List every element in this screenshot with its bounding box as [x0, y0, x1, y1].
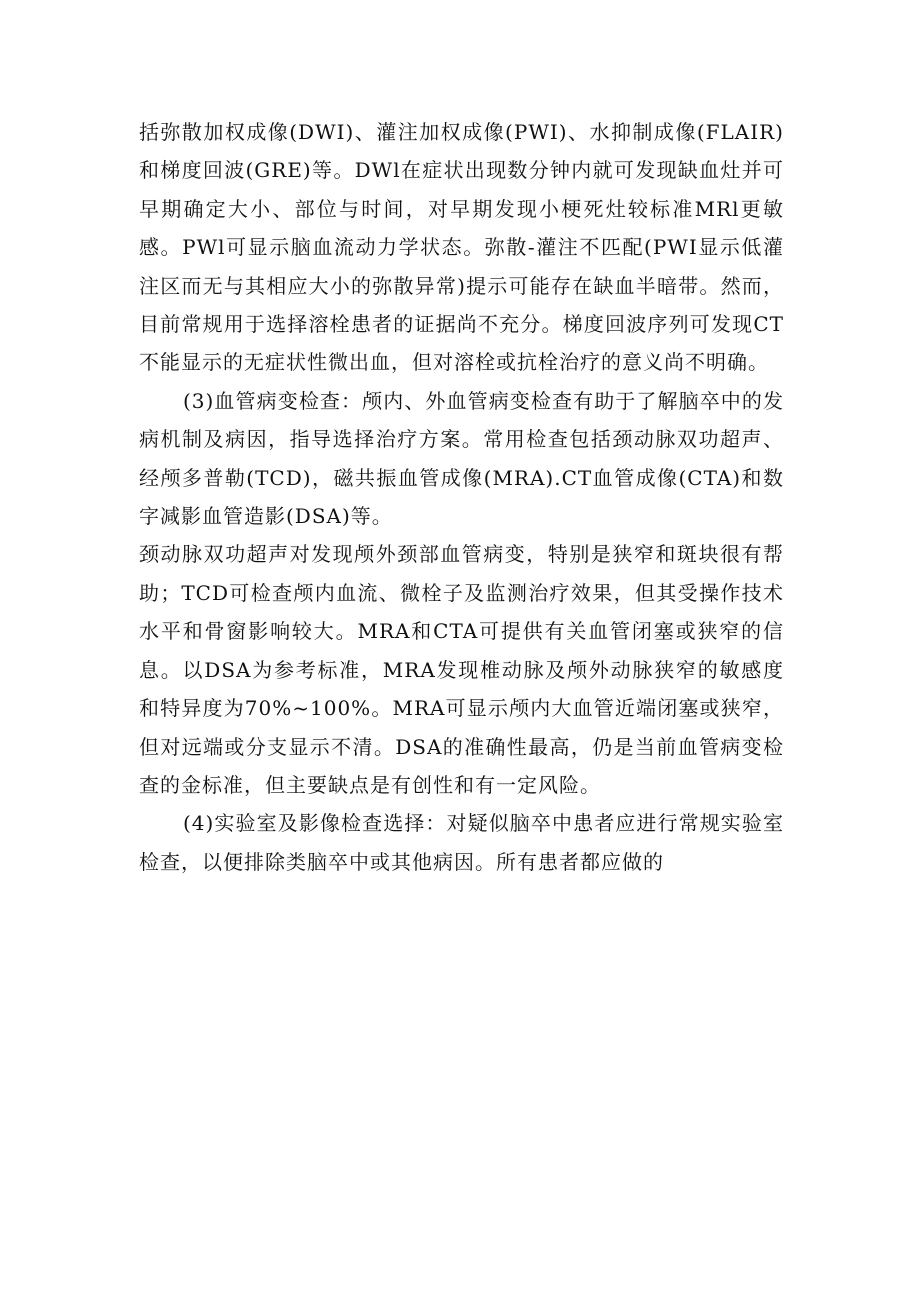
paragraph-mri-sequences: 括弥散加权成像(DWI)、灌注加权成像(PWI)、水抑制成像(FLAIR)和梯度回波(GRE)等。DWl在症状出现数分钟内就可发现缺血灶并可早期确定大小、部位与时间，对早期发现小梗死灶较标准MRl更敏感。PWl可显示脑血流动力学状态。弥散-灌注不匹配(PWI显示低灌注区而无与其相应大小的弥散异常)提示可能存在缺血半暗带。然而，目前常规用于选择溶栓患者的证据尚不充分。梯度回波序列可发现CT不能显示的无症状性微出血，但对溶栓或抗栓治疗的意义尚不明确。	[139, 120, 784, 375]
paragraph-carotid-ultrasound: 颈动脉双功超声对发现颅外颈部血管病变，特别是狭窄和斑块很有帮助；TCD可检查颅内血流、微栓子及监测治疗效果，但其受操作技术水平和骨窗影响较大。MRA和CTA可提供有关血管闭塞或狭窄的信息。以DSA为参考标准，MRA发现椎动脉及颅外动脉狭窄的敏感度和特异度为70%~100%。MRA可显示颅内大血管近端闭塞或狭窄，但对远端或分支显示不清。DSA的准确性最高，仍是当前血管病变检查的金标准，但主要缺点是有创性和有一定风险。	[139, 542, 784, 797]
paragraph-lab-imaging-selection: (4)实验室及影像检查选择：对疑似脑卒中患者应进行常规实验室检查，以便排除类脑卒中或其他病因。所有患者都应做的	[139, 811, 784, 874]
document-page	[139, 113, 784, 881]
paragraph-vascular-exam: (3)血管病变检查：颅内、外血管病变检查有助于了解脑卒中的发病机制及病因，指导选择治疗方案。常用检查包括颈动脉双功超声、经颅多普勒(TCD)，磁共振血管成像(MRA).CT血管成像(CTA)和数字减影血管造影(DSA)等。	[139, 388, 784, 529]
